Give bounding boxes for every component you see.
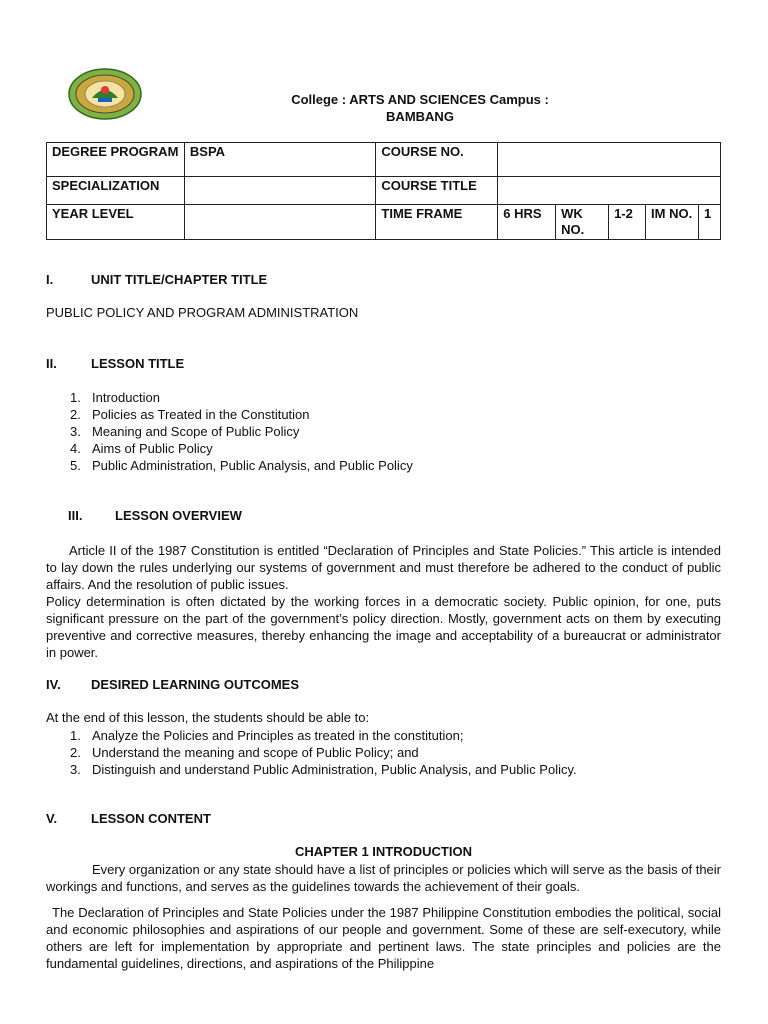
section-heading: LESSON TITLE (91, 356, 185, 371)
header-campus-line: BAMBANG (386, 109, 454, 124)
content-paragraph-2: The Declaration of Principles and State Policies under the 1987 Philippine Constitution embodies the political, social and economic philosophies and aspirations of our people and government. Some of these are self-executory, while others are left for implementation by appropriate and pertinent laws. The state principles and policies are the fundamental guidelines, directions, and aspirations of the Philippine (46, 905, 721, 971)
course-no-label: COURSE NO. (376, 143, 498, 177)
unit-title-text: PUBLIC POLICY AND PROGRAM ADMINISTRATION (46, 305, 359, 320)
im-no-value: 1 (698, 205, 720, 240)
header-college-line: College : ARTS AND SCIENCES Campus : (291, 92, 549, 107)
section-heading: LESSON CONTENT (91, 811, 211, 826)
list-item: 5. Public Administration, Public Analysis, and Public Policy (70, 458, 413, 473)
degree-program-value: BSPA (184, 143, 376, 177)
im-no-label: IM NO. (646, 205, 699, 240)
course-title-value (498, 177, 721, 205)
year-level-value (184, 205, 376, 240)
time-frame-value: 6 HRS (498, 205, 556, 240)
content-paragraph-1: Every organization or any state should have a list of principles or policies which will serve as the basis of their workings and functions, and serves as the guidelines towards the achievement of their goals. (46, 862, 721, 894)
course-info-table (46, 142, 721, 240)
list-item: 3. Distinguish and understand Public Administration, Public Analysis, and Public Policy. (70, 762, 577, 777)
section-number: I. (46, 272, 54, 287)
year-level-label: YEAR LEVEL (47, 205, 185, 240)
course-title-label: COURSE TITLE (376, 177, 498, 205)
section-number: V. (46, 811, 58, 826)
list-item: 1. Analyze the Policies and Principles as treated in the constitution; (70, 728, 464, 743)
college-seal-logo (68, 68, 142, 120)
outcomes-intro: At the end of this lesson, the students should be able to: (46, 710, 370, 725)
lesson-title-list (46, 389, 726, 474)
list-item: 2. Understand the meaning and scope of Public Policy; and (70, 745, 419, 760)
overview-paragraph-2: Policy determination is often dictated by the working forces in a democratic society. Public opinion, for one, puts significant pressure on the part of the government’s policy direction. Mostly, government acts on them by executing preventive and corrective measures, thereby enhancing the image and acceptability of a bureaucrat or administrator in power. (46, 594, 721, 660)
course-no-value (498, 143, 721, 177)
specialization-value (184, 177, 376, 205)
section-heading: DESIRED LEARNING OUTCOMES (91, 677, 300, 692)
outcomes-list (46, 727, 726, 778)
degree-program-label: DEGREE PROGRAM (47, 143, 185, 177)
list-item: 2. Policies as Treated in the Constitution (70, 407, 310, 422)
week-no-label: WK NO. (556, 205, 609, 240)
section-number: IV. (46, 677, 61, 692)
section-heading: LESSON OVERVIEW (115, 508, 242, 523)
week-no-value: 1-2 (609, 205, 646, 240)
specialization-label: SPECIALIZATION (47, 177, 185, 205)
time-frame-label: TIME FRAME (376, 205, 498, 240)
overview-paragraph-1: Article II of the 1987 Constitution is entitled “Declaration of Principles and State Policies.” This article is intended to lay down the rules underlying our systems of government and must therefore be adhered to the conduct of public affairs. And the resolution of public issues. (46, 543, 721, 592)
list-item: 3. Meaning and Scope of Public Policy (70, 424, 300, 439)
section-heading: UNIT TITLE/CHAPTER TITLE (91, 272, 268, 287)
chapter-title: CHAPTER 1 INTRODUCTION (295, 844, 472, 859)
section-number: II. (46, 356, 57, 371)
list-item: 1. Introduction (70, 390, 160, 405)
section-number: III. (68, 508, 83, 523)
list-item: 4. Aims of Public Policy (70, 441, 213, 456)
